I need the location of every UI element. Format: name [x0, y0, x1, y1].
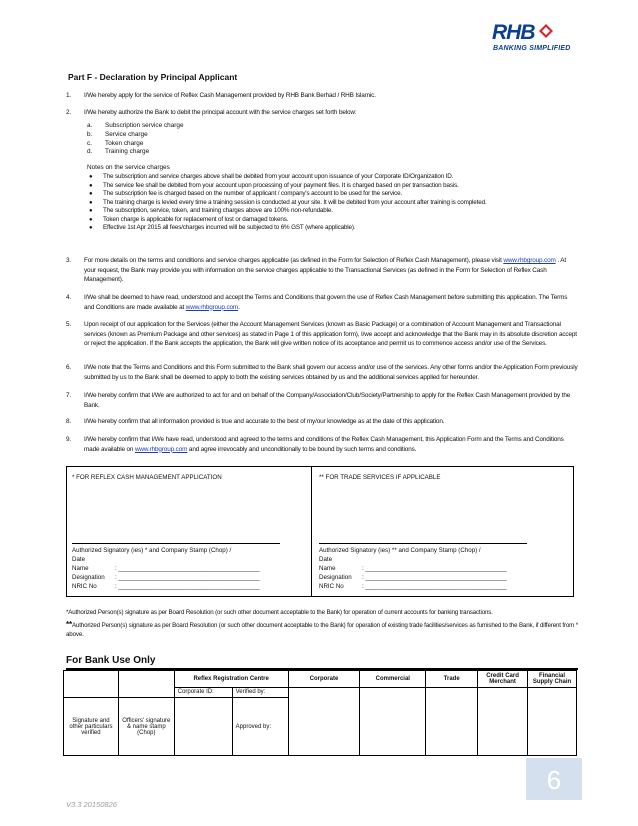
bullet-icon: ●: [89, 208, 93, 214]
header-corporate: Corporate: [288, 671, 360, 688]
table-cell: [118, 671, 174, 698]
table-cell: [64, 671, 119, 698]
signature-divider: [311, 466, 312, 597]
logo-brand: RHB: [492, 21, 535, 44]
clause-6: 6. I/We note that the Terms and Conditions and this Form submitted to the Bank shall govern our access and/or use of the services. Any other forms and/or the Application Form previously submitted by us to the Bank shall be deemed to apply to both the existing services obtained by us and the additional services applied for hereunder.: [66, 364, 578, 381]
list-item: ● The training charge is levied every time a training session is conducted at your site. It will be debited from your account after training is completed.: [89, 198, 487, 206]
bullet-icon: ●: [89, 182, 93, 189]
bullet-icon: ●: [89, 191, 93, 197]
rhbgroup-link[interactable]: www.rhbgroup.com: [503, 257, 556, 264]
clause-1: 1. I/We hereby apply for the service of Reflex Cash Management provided by RHB Bank Berhad / RHB Islamic.: [66, 92, 376, 99]
bank-use-title: For Bank Use Only: [66, 655, 156, 666]
header-reflex-registration: Reflex Registration Centre: [174, 671, 288, 688]
list-item: b. Service charge: [87, 130, 148, 138]
footnote-trade-services: **Authorized Person(s) signature as per Board Resolution (or such other document acceptable to the Bank) for operation of existing trade facilities/services as furnished to the Bank, if different from * above.: [66, 620, 579, 638]
date-field[interactable]: Date: [72, 555, 86, 563]
clause-5: 5. Upon receipt of our application for the Services (either the Account Management Services (known as Basic Package) or a combination of Account Management and Transactional services (known as Premium Package and other services) as stated in Page 1 of this application form), I/we accept and acknowledge that the Bank may in its absolute discretion accept or reject the application. If the Bank accepts the application, the Bank will give written notice of its acceptance and permit us to commence access and/or use of the Services.: [66, 321, 577, 348]
page-number: 6: [546, 765, 562, 795]
name-field[interactable]: Name : _________________________________________: [319, 564, 507, 572]
list-item: ● The subscription and service charges above shall be debited from your account upon issuance of your Corporate ID/Organization ID.: [89, 173, 454, 180]
clause-4: 4. I/We shall be deemed to have read, understood and accept the Terms and Conditions that govern the use of Reflex Cash Management before submitting this application. The Terms and Conditions are made available at www.rhbgroup.com.: [66, 294, 568, 311]
clause-7: 7. I/We hereby confirm that I/We are authorized to act for and on behalf of the Company/Association/Club/Society/Partnership to apply for the Reflex Cash Management provided by the Bank.: [66, 392, 571, 409]
signature-verified-cell: Signature and other particulars verified: [64, 698, 119, 756]
clause-9: 9. I/We hereby confirm that I/We have read, understood and agreed to the terms and conditions of the Reflex Cash Management, this Application Form and the Terms and Conditions made available on www.rhbgroup.com and agree irrevocably and unconditionally to be bound by such terms and conditions.: [66, 436, 564, 453]
version-label: V3.3 20150826: [66, 800, 117, 809]
approved-by-cell[interactable]: [232, 698, 288, 756]
logo-tagline: BANKING SIMPLIFIED: [493, 45, 571, 52]
list-item: ● Token charge is applicable for replacement of lost or damaged tokens.: [89, 215, 289, 223]
footnote-current-accounts: *Authorized Person(s) signature as per Board Resolution (or such other document acceptable to the Bank) for operation of current accounts for banking transactions.: [66, 609, 493, 616]
list-item: a. Subscription service charge: [87, 122, 184, 129]
clause-3: 3. For more details on the terms and conditions and service charges applicable (as defined in the Form for Selection of Reflex Cash Management), please visit www.rhbgroup.com . At your request, the Bank may provide you with information on the service charges applicable to the Transactional Services (as defined in the Form for Selection of Reflex Cash Management).: [66, 257, 566, 284]
clause-8: 8. I/We hereby confirm that all information provided is true and accurate to the best of my/our knowledge as at the date of this application.: [66, 418, 445, 425]
header-credit-card-merchant: Credit Card Merchant: [478, 671, 528, 688]
rhbgroup-link[interactable]: www.rhbgroup.com: [185, 303, 239, 311]
sig-right-heading: ** FOR TRADE SERVICES IF APPLICABLE: [319, 474, 441, 481]
trade-cell[interactable]: [426, 688, 478, 756]
header-commercial: Commercial: [360, 671, 426, 688]
sig-right-signature-line[interactable]: [319, 543, 527, 544]
date-field[interactable]: Date: [319, 555, 333, 563]
financial-supply-chain-cell[interactable]: [528, 688, 577, 756]
nric-field[interactable]: NRIC No : _________________________________________: [72, 582, 260, 590]
list-item: d. Training charge: [87, 148, 150, 156]
rhb-logo: [492, 22, 602, 56]
corporate-id-value-cell[interactable]: [174, 698, 232, 756]
list-item: ● The subscription, service, token, and training charges above are 100% non-refundable.: [89, 207, 333, 214]
page-title: Part F - Declaration by Principal Applicant: [68, 72, 238, 82]
designation-field[interactable]: Designation : _________________________________________: [72, 573, 260, 581]
clause-2: 2. I/We hereby authorize the Bank to debit the principal account with the service charges set forth below:: [66, 109, 357, 116]
nric-field[interactable]: NRIC No : _________________________________________: [319, 582, 507, 590]
sig-left-fields: Authorized Signatory (ies) * and Company Stamp (Chop) / Date Name : _________________________________________ Designation : _________________________________________ NRIC No : _________________________________________: [72, 547, 260, 590]
bank-use-table: [63, 670, 577, 756]
diamond-logo-icon: [539, 24, 553, 38]
approved-by-label: Approved by:: [235, 723, 271, 730]
list-item: ● The service fee shall be debited from your account upon processing of your payment files. It is charged based on per transaction basis.: [89, 181, 459, 189]
bullet-icon: ●: [89, 216, 93, 223]
corporate-cell[interactable]: [288, 688, 360, 756]
service-charge-notes: [89, 173, 589, 233]
header-financial-supply-chain: Financial Supply Chain: [528, 671, 577, 688]
notes-title: Notes on the service charges: [87, 164, 170, 171]
name-field[interactable]: Name : _________________________________________: [72, 564, 260, 572]
list-item: c. Token charge: [87, 139, 144, 147]
verified-by-label: Verified by:: [235, 689, 266, 695]
table-cell: [232, 688, 288, 698]
commercial-cell[interactable]: [360, 688, 426, 756]
sig-left-signature-line[interactable]: [72, 543, 280, 544]
bullet-icon: ●: [89, 174, 93, 180]
sig-left-heading: * FOR REFLEX CASH MANAGEMENT APPLICATION: [72, 474, 222, 481]
list-item: ● The subscription fee is charged based on the number of applicant / company's account to be used for the service.: [89, 190, 403, 197]
sig-right-fields: Authorized Signatory (ies) ** and Company Stamp (Chop) / Date Name : _________________________________________ Designation : _________________________________________ NRIC No : _________________________________________: [319, 547, 507, 590]
corporate-id-label: Corporate ID:: [177, 689, 214, 695]
bullet-icon: ●: [89, 225, 93, 231]
service-charges-list: [87, 122, 184, 157]
list-item: ● Effective 1st Apr 2015 all fees/charges incurred will be subjected to 6% GST (where applicable).: [89, 224, 356, 231]
bullet-icon: ●: [89, 199, 93, 206]
header-trade: Trade: [426, 671, 478, 688]
credit-card-merchant-cell[interactable]: [478, 688, 528, 756]
rhbgroup-link[interactable]: www.rhbgroup.com: [134, 445, 188, 453]
table-cell: [174, 688, 232, 698]
officers-signature-cell: Officers' signature & name stamp (Chop): [118, 698, 174, 756]
designation-field[interactable]: Designation : _________________________________________: [319, 573, 507, 581]
